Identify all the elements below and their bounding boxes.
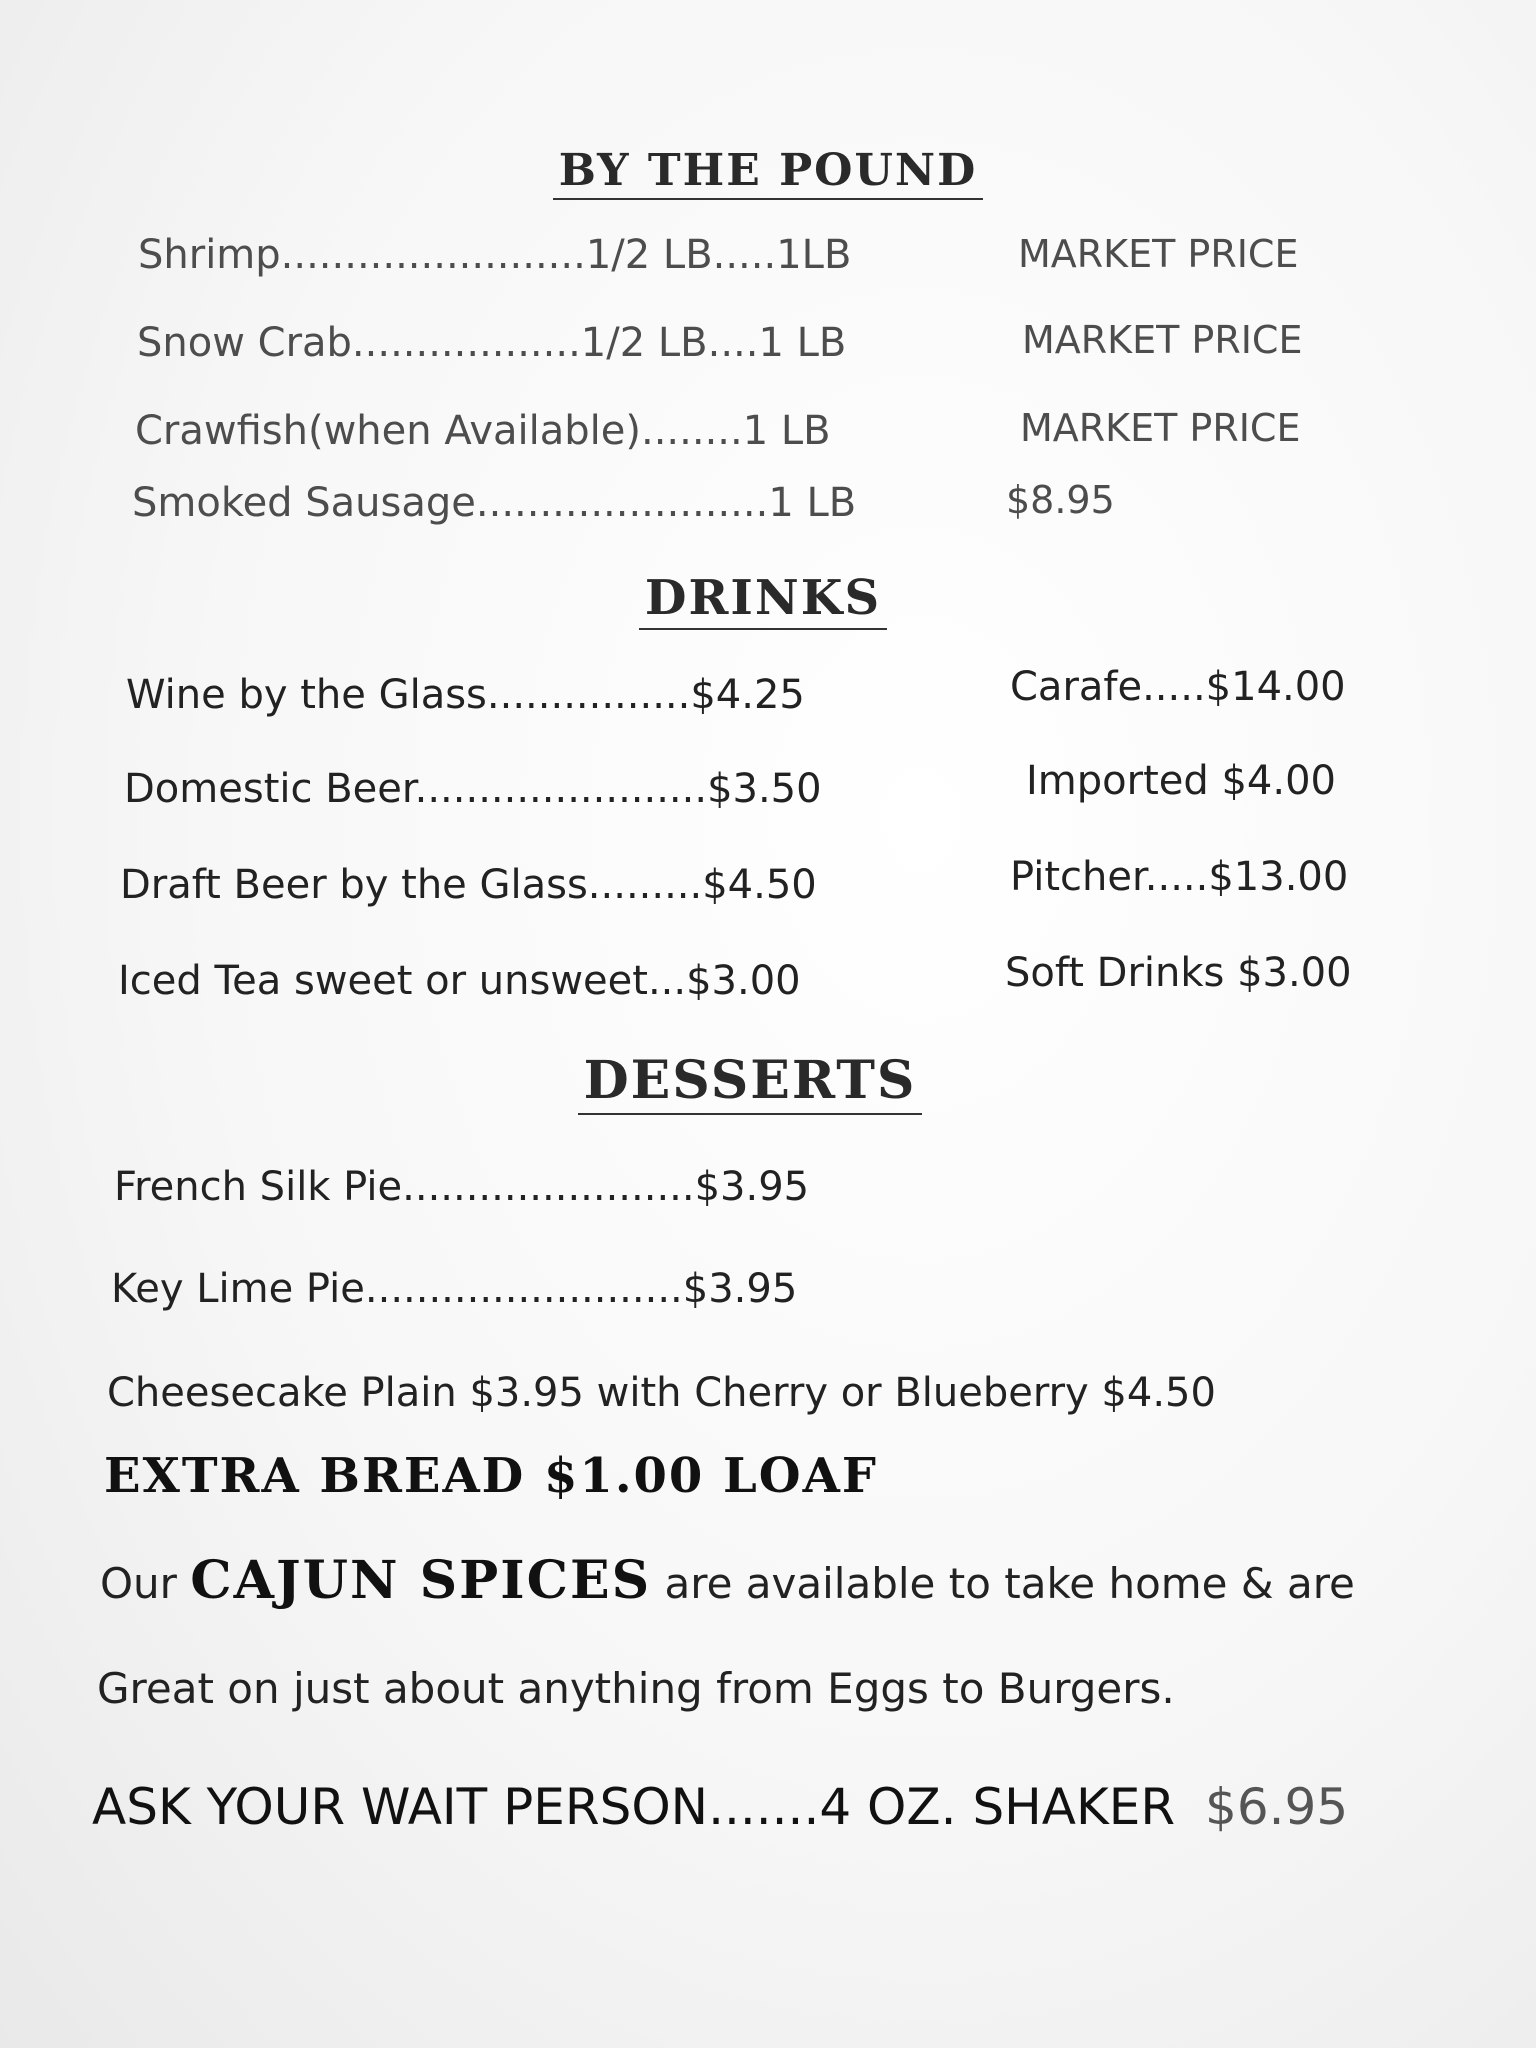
- menu-item-french-silk-pie: French Silk Pie.......................$3.95: [114, 1164, 810, 1210]
- section-heading-text: BY THE POUND: [553, 145, 983, 200]
- section-heading-by-the-pound: [0, 145, 1536, 200]
- menu-item-crawfish: Crawfish(when Available)........1 LB: [135, 408, 831, 454]
- menu-item-crawfish-price: MARKET PRICE: [1020, 406, 1301, 450]
- menu-item-shrimp: Shrimp........................1/2 LB.....1LB: [138, 232, 852, 278]
- cajun-spices-prefix: Our: [100, 1559, 191, 1608]
- menu-item-cheesecake: Cheesecake Plain $3.95 with Cherry or Blueberry $4.50: [107, 1370, 1216, 1416]
- shaker-line: [92, 1778, 1348, 1836]
- menu-item-carafe: Carafe.....$14.00: [1010, 664, 1346, 710]
- menu-item-key-lime-pie: Key Lime Pie.........................$3.95: [111, 1266, 798, 1312]
- menu-item-draft-beer: Draft Beer by the Glass.........$4.50: [120, 862, 817, 908]
- cajun-spices-highlight: CAJUN SPICES: [190, 1550, 652, 1611]
- menu-item-shrimp-price: MARKET PRICE: [1018, 232, 1299, 276]
- section-heading-text: DESSERTS: [578, 1050, 923, 1115]
- menu-item-domestic-beer: Domestic Beer.......................$3.50: [124, 766, 822, 812]
- menu-item-imported: Imported $4.00: [1026, 758, 1336, 804]
- menu-item-smoked-sausage: Smoked Sausage.......................1 LB: [132, 480, 857, 526]
- cajun-spices-line-2: Great on just about anything from Eggs to Burgers.: [97, 1664, 1175, 1713]
- section-heading-desserts: [0, 1050, 1518, 1115]
- menu-item-pitcher: Pitcher.....$13.00: [1010, 854, 1349, 900]
- cajun-spices-suffix: are available to take home & are: [651, 1559, 1355, 1608]
- menu-item-wine: Wine by the Glass................$4.25: [126, 672, 805, 718]
- menu-item-smoked-sausage-price: $8.95: [1006, 478, 1115, 522]
- shaker-price: $6.95: [1205, 1778, 1349, 1836]
- section-heading-drinks: [0, 570, 1531, 630]
- shaker-text: ASK YOUR WAIT PERSON.......4 OZ. SHAKER: [92, 1778, 1176, 1836]
- menu-item-iced-tea: Iced Tea sweet or unsweet...$3.00: [118, 958, 801, 1004]
- section-heading-text: DRINKS: [639, 570, 887, 630]
- menu-item-soft-drinks: Soft Drinks $3.00: [1005, 950, 1352, 996]
- menu-item-snow-crab: Snow Crab..................1/2 LB....1 LB: [137, 320, 847, 366]
- menu-item-snow-crab-price: MARKET PRICE: [1022, 318, 1303, 362]
- extra-bread-notice: EXTRA BREAD $1.00 LOAF: [104, 1448, 878, 1504]
- cajun-spices-line-1: [100, 1550, 1355, 1611]
